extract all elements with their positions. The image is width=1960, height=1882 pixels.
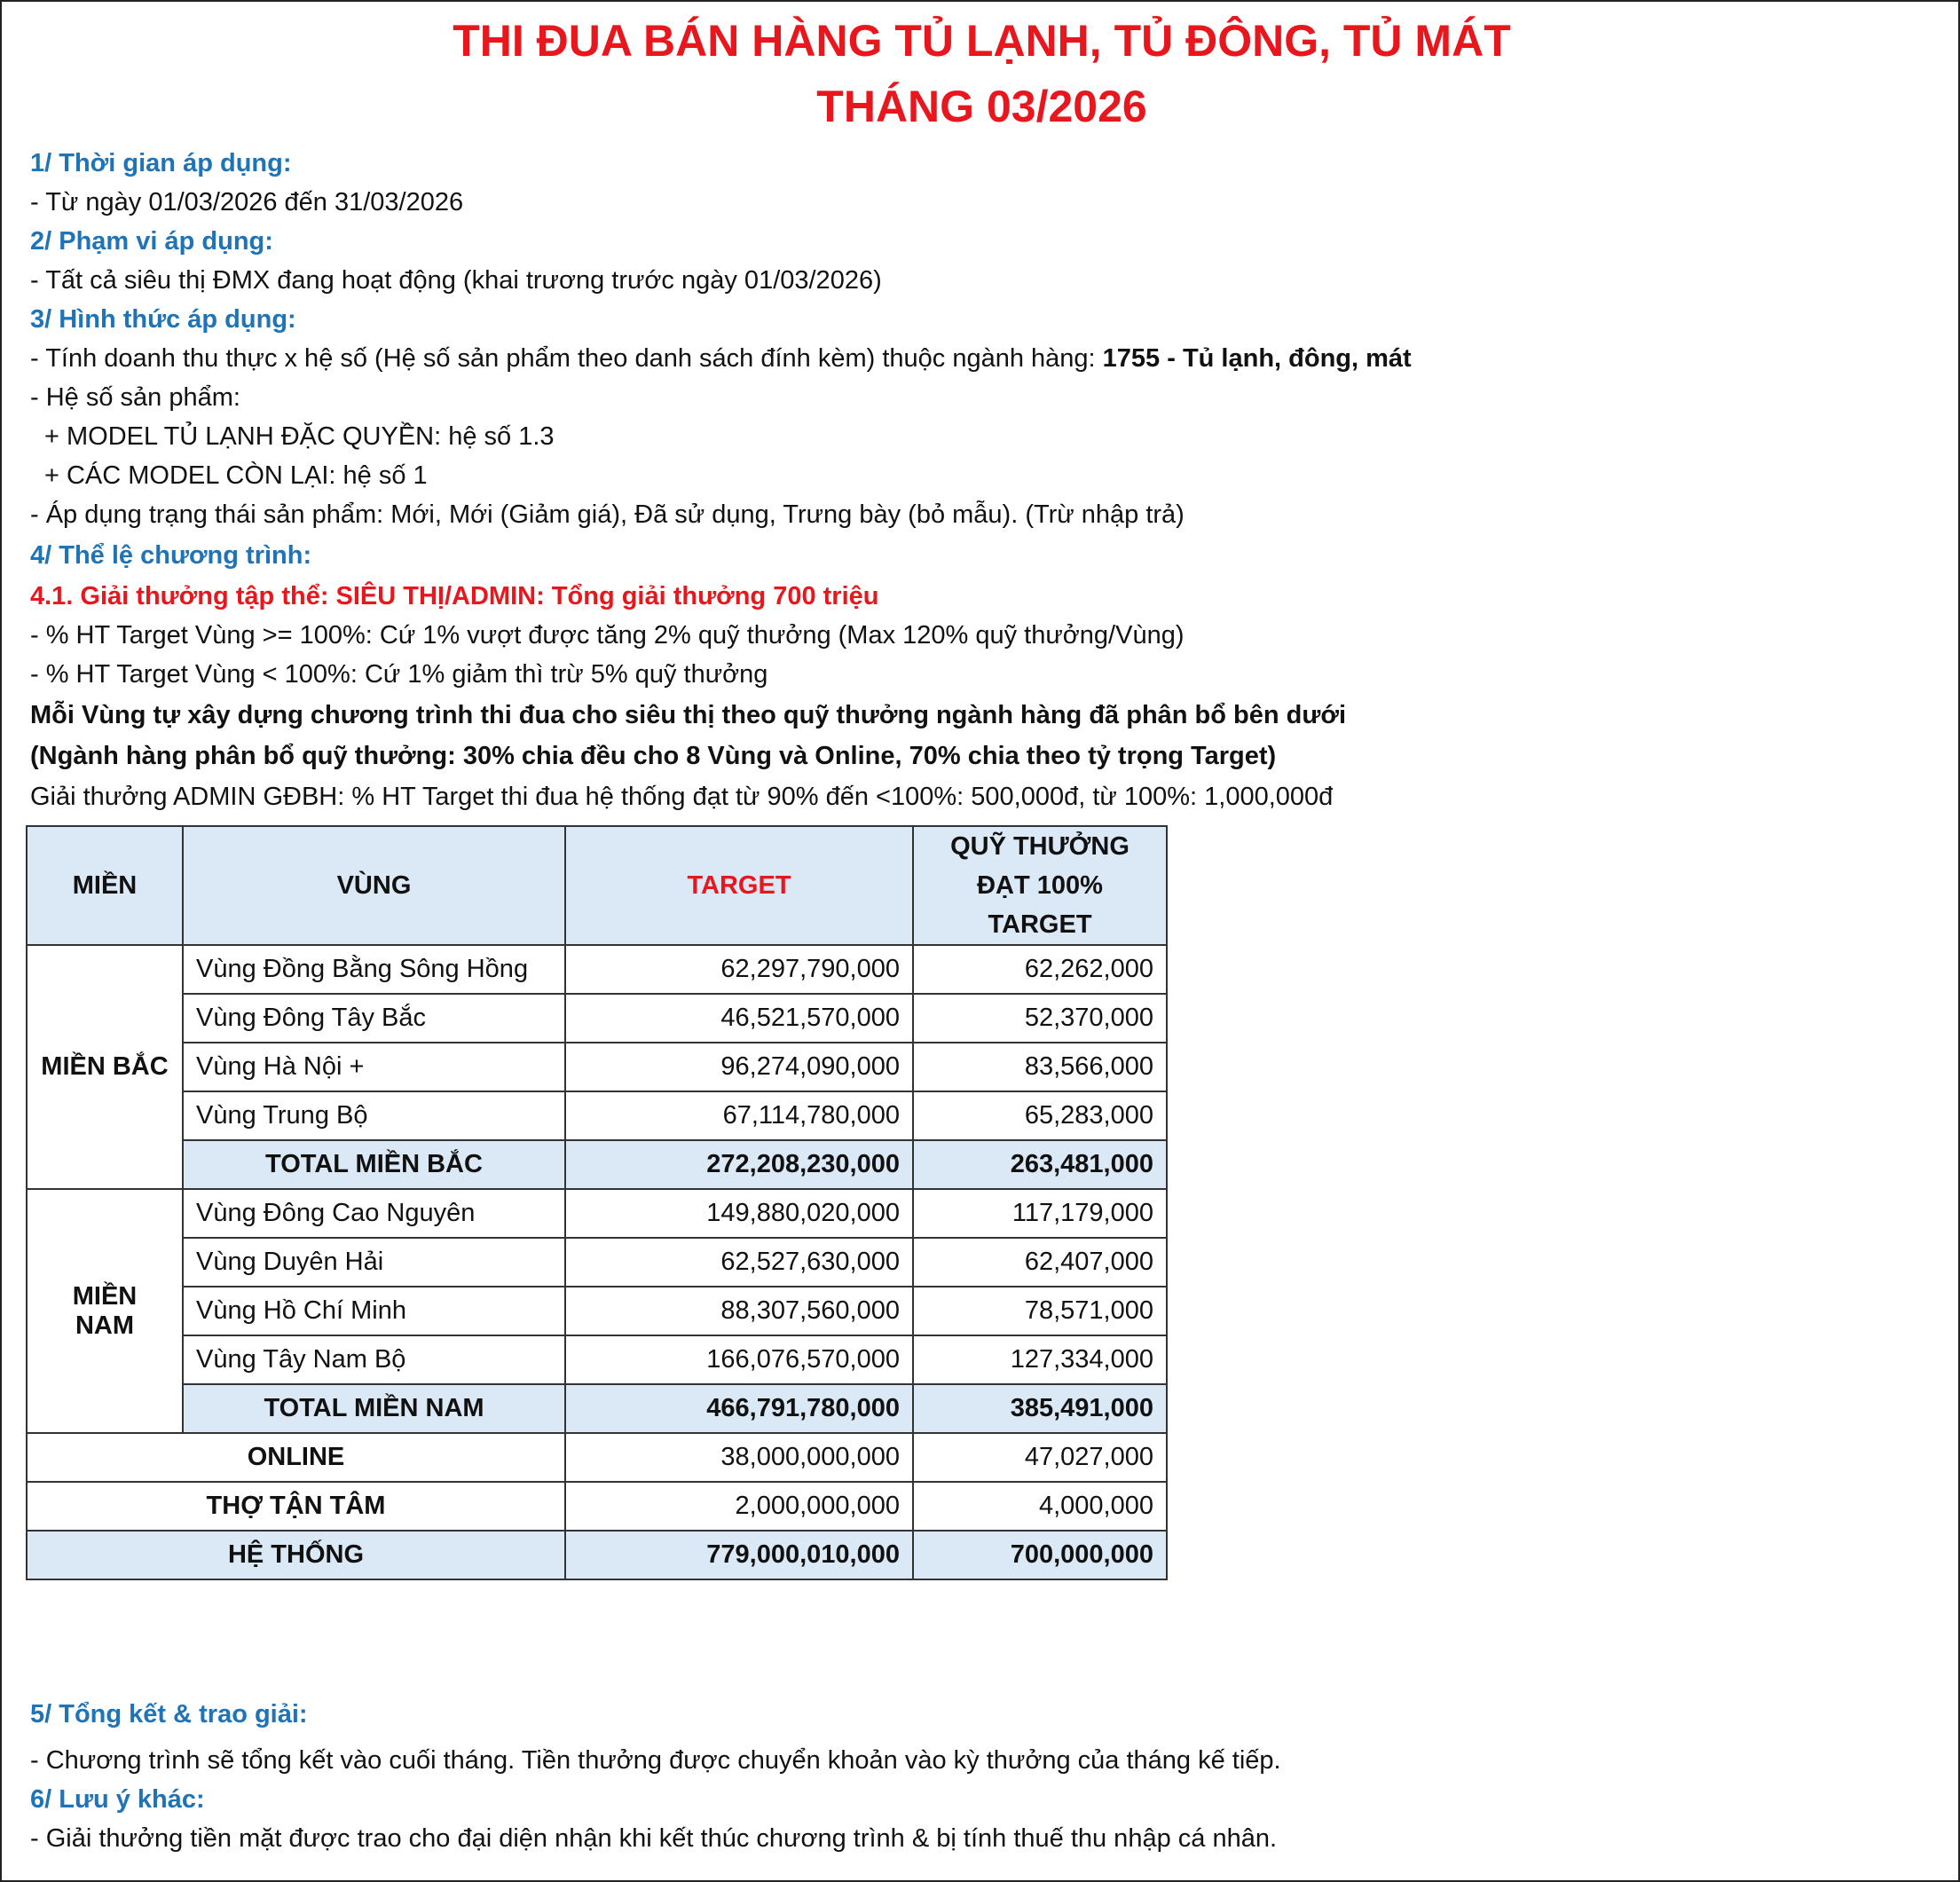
admin-reward-text: Giải thưởng ADMIN GĐBH: % HT Target thi đua hệ thống đạt từ 90% đến <100%: 500,000đ, từ 100%: 1,000,000đ (30, 783, 1334, 811)
target-cell: 96,274,090,000 (565, 1043, 913, 1091)
he-thong-row (27, 1531, 1167, 1579)
section-6-heading: 6/ Lưu ý khác: (30, 1785, 205, 1814)
vung-cell: Vùng Hồ Chí Minh (183, 1287, 565, 1335)
section-4-heading: 4/ Thể lệ chương trình: (30, 541, 312, 570)
quy-cell: 65,283,000 (913, 1091, 1167, 1140)
table-row (27, 1287, 1167, 1335)
online-target: 38,000,000,000 (565, 1433, 913, 1482)
section-5-text: - Chương trình sẽ tổng kết vào cuối tháng. Tiền thưởng được chuyển khoản vào kỳ thưởng của tháng kế tiếp. (30, 1746, 1281, 1775)
header-mien: MIỀN (27, 826, 183, 945)
section-41-text-2: - % HT Target Vùng < 100%: Cứ 1% giảm thì trừ 5% quỹ thưởng (30, 660, 768, 689)
target-cell: 62,527,630,000 (565, 1238, 913, 1287)
section-1-text: - Từ ngày 01/03/2026 đến 31/03/2026 (30, 188, 464, 217)
tho-tan-tam-quy: 4,000,000 (913, 1482, 1167, 1531)
section-1-heading: 1/ Thời gian áp dụng: (30, 149, 292, 177)
tho-tan-tam-label: THỢ TẬN TÂM (27, 1482, 565, 1531)
table-row (27, 1189, 1167, 1238)
section-41-text-1: - % HT Target Vùng >= 100%: Cứ 1% vượt được tăng 2% quỹ thưởng (Max 120% quỹ thưởng/Vùng) (30, 621, 1185, 650)
section-3-text-1-prefix: - Tính doanh thu thực x hệ số (Hệ số sản phẩm theo danh sách đính kèm) thuộc ngành hàng: (30, 344, 1103, 373)
category-name: 1755 - Tủ lạnh, đông, mát (1102, 344, 1412, 373)
total-mien-bac-quy: 263,481,000 (913, 1140, 1167, 1189)
section-3-text-2: - Hệ số sản phẩm: (30, 383, 240, 412)
section-3-text-1 (30, 341, 1938, 376)
vung-cell: Vùng Duyên Hải (183, 1238, 565, 1287)
mien-bac-label: MIỀN BẮC (27, 945, 183, 1189)
total-mien-nam-row (27, 1384, 1167, 1433)
table-row (27, 945, 1167, 994)
target-cell: 149,880,020,000 (565, 1189, 913, 1238)
section-2-text: - Tất cả siêu thị ĐMX đang hoạt động (khai trương trước ngày 01/03/2026) (30, 266, 882, 295)
section-3-text-4: + CÁC MODEL CÒN LẠI: hệ số 1 (44, 461, 428, 490)
vung-cell: Vùng Đồng Bằng Sông Hồng (183, 945, 565, 994)
online-quy: 47,027,000 (913, 1433, 1167, 1482)
target-cell: 67,114,780,000 (565, 1091, 913, 1140)
total-mien-bac-row (27, 1140, 1167, 1189)
header-quy-line-1: QUỸ THƯỞNG (950, 832, 1130, 861)
tho-tan-tam-target: 2,000,000,000 (565, 1482, 913, 1531)
page-subtitle: THÁNG 03/2026 (816, 82, 1147, 131)
total-mien-bac-target: 272,208,230,000 (565, 1140, 913, 1189)
quy-cell: 78,571,000 (913, 1287, 1167, 1335)
table-row (27, 1091, 1167, 1140)
total-mien-bac-label: TOTAL MIỀN BẮC (183, 1140, 565, 1189)
section-5-heading: 5/ Tổng kết & trao giải: (30, 1700, 308, 1728)
mien-nam-label: MIỀN NAM (27, 1189, 183, 1433)
header-target: TARGET (565, 826, 913, 945)
section-41-bold-1: Mỗi Vùng tự xây dựng chương trình thi đua cho siêu thị theo quỹ thưởng ngành hàng đã phân bổ bên dưới (30, 701, 1347, 729)
quy-cell: 62,262,000 (913, 945, 1167, 994)
page-title: THI ĐUA BÁN HÀNG TỦ LẠNH, TỦ ĐÔNG, TỦ MÁT (453, 16, 1511, 66)
header-quy-line-2: ĐẠT 100% TARGET (977, 871, 1103, 939)
table-row (27, 1043, 1167, 1091)
reward-table (26, 825, 1168, 1580)
section-3-text-5: - Áp dụng trạng thái sản phẩm: Mới, Mới (Giảm giá), Đã sử dụng, Trưng bày (bỏ mẫu). (Trừ nhập trả) (30, 500, 1185, 529)
target-cell: 46,521,570,000 (565, 994, 913, 1043)
he-thong-target: 779,000,010,000 (565, 1531, 913, 1579)
online-row (27, 1433, 1167, 1482)
table-row (27, 1238, 1167, 1287)
total-mien-nam-label: TOTAL MIỀN NAM (183, 1384, 565, 1433)
total-mien-nam-quy: 385,491,000 (913, 1384, 1167, 1433)
target-cell: 62,297,790,000 (565, 945, 913, 994)
header-quy-thuong (913, 826, 1167, 945)
section-3-text-3: + MODEL TỦ LẠNH ĐẶC QUYỀN: hệ số 1.3 (44, 422, 555, 451)
table-row (27, 1335, 1167, 1384)
section-41-bold-2: (Ngành hàng phân bổ quỹ thưởng: 30% chia đều cho 8 Vùng và Online, 70% chia theo tỷ trọng Target) (30, 742, 1277, 770)
target-cell: 88,307,560,000 (565, 1287, 913, 1335)
section-3-heading: 3/ Hình thức áp dụng: (30, 305, 296, 334)
section-41-heading: 4.1. Giải thưởng tập thể: SIÊU THỊ/ADMIN: Tổng giải thưởng 700 triệu (30, 582, 879, 610)
vung-cell: Vùng Trung Bộ (183, 1091, 565, 1140)
vung-cell: Vùng Đông Cao Nguyên (183, 1189, 565, 1238)
tho-tan-tam-row (27, 1482, 1167, 1531)
he-thong-quy: 700,000,000 (913, 1531, 1167, 1579)
table-header-row (27, 826, 1167, 945)
vung-cell: Vùng Tây Nam Bộ (183, 1335, 565, 1384)
total-mien-nam-target: 466,791,780,000 (565, 1384, 913, 1433)
target-cell: 166,076,570,000 (565, 1335, 913, 1384)
quy-cell: 117,179,000 (913, 1189, 1167, 1238)
table-row (27, 994, 1167, 1043)
he-thong-label: HỆ THỐNG (27, 1531, 565, 1579)
vung-cell: Vùng Đông Tây Bắc (183, 994, 565, 1043)
header-vung: VÙNG (183, 826, 565, 945)
section-2-heading: 2/ Phạm vi áp dụng: (30, 227, 273, 256)
section-6-text: - Giải thưởng tiền mặt được trao cho đại diện nhận khi kết thúc chương trình & bị tính thuế thu nhập cá nhân. (30, 1824, 1278, 1853)
quy-cell: 52,370,000 (913, 994, 1167, 1043)
quy-cell: 62,407,000 (913, 1238, 1167, 1287)
online-label: ONLINE (27, 1433, 565, 1482)
quy-cell: 127,334,000 (913, 1335, 1167, 1384)
vung-cell: Vùng Hà Nội + (183, 1043, 565, 1091)
quy-cell: 83,566,000 (913, 1043, 1167, 1091)
